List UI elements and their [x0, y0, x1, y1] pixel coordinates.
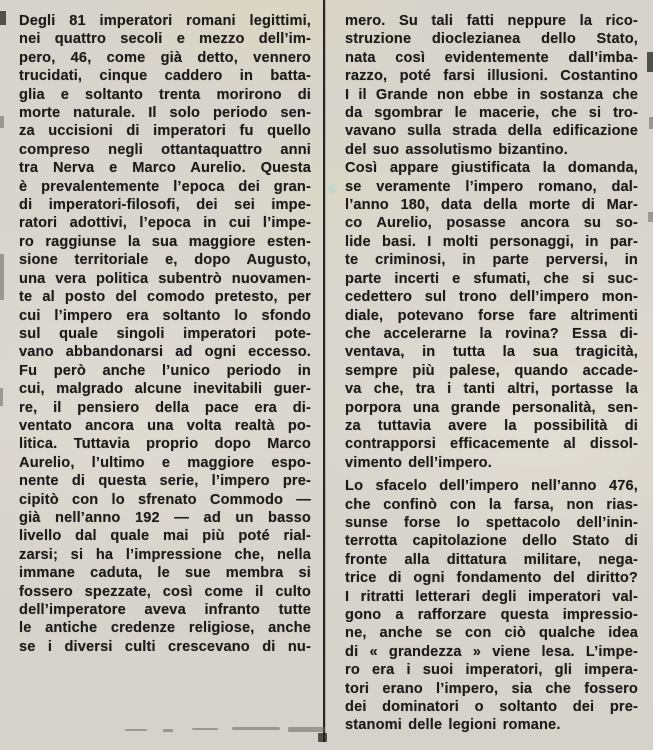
text-line: sione territoriale e, dopo Augusto, [19, 252, 311, 269]
text-line: se veramente l’impero romano, dal- [345, 178, 638, 195]
text-line: fronte alla dittatura militare, nega- [345, 551, 638, 568]
text-line: Degli 81 imperatori romani legittimi, [19, 13, 311, 29]
text-line: immane caduta, le sue membra si [19, 565, 311, 582]
text-line: za uccisioni di imperatori fu quello [19, 123, 311, 140]
text-line: mero. Su tali fatti neppure la rico- [345, 13, 638, 29]
scan-edge-mark [0, 254, 4, 300]
column-divider-rule [323, 0, 325, 742]
text-line: fossero spezzate, così come il culto [19, 583, 311, 600]
text-line: compreso negli ottantaquattro anni [19, 141, 311, 158]
text-line: litica. Tuttavia proprio dopo Marco [19, 436, 311, 453]
text-line: zarsi; si ha l’impressione che, nella [19, 546, 311, 563]
text-line: za tuttavia avere la possibilità di [345, 417, 638, 434]
scan-edge-mark [647, 52, 653, 72]
text-line: va che, tra i tanti altri, portasse la [345, 381, 638, 398]
text-line: di imperatori-filosofi, dei sei impe- [19, 197, 311, 214]
text-line: te al posto del comodo pretesto, per [19, 289, 311, 306]
text-line: parte incerti e sfumati, che si suc- [345, 270, 638, 287]
text-line: una vera politica subentrò nuovamen- [19, 270, 311, 287]
text-line: ro era i suoi imperatori, gli impera- [345, 662, 638, 679]
scan-edge-mark [648, 212, 653, 222]
scan-smudge [125, 729, 147, 731]
text-line: già nell’anno 192 — ad un basso [19, 509, 311, 526]
text-line: diale, potevano forse fare altrimenti [345, 307, 638, 324]
text-line: trice di ogni fondamento del diritto? [345, 570, 638, 587]
text-line: l’anno 180, data della morte di Mar- [345, 197, 638, 214]
text-line: sempre più palese, quando accade- [345, 362, 638, 379]
scan-smudge [288, 727, 325, 732]
text-line: I il Grande non ebbe in sostanza che [345, 86, 638, 103]
text-line: I ritratti letterari degli imperatori val- [345, 588, 638, 605]
text-line: struzione dioclezianea dello Stato, [345, 31, 638, 48]
text-line: che confinò con la farsa, non rias- [345, 496, 638, 513]
text-line: pero, 46, come già detto, vennero [19, 49, 311, 66]
text-line: re, il pensiero della pace era di- [19, 399, 311, 416]
text-line: morte naturale. Il solo periodo sen- [19, 105, 311, 122]
text-line: razzo, poté farsi illusioni. Costantino [345, 68, 638, 85]
text-line: livello dal quale mai più poté rial- [19, 528, 311, 545]
text-line: se i diversi culti crescevano di nu- [19, 638, 311, 655]
text-line: ventava, in tutta la sua tragicità, [345, 344, 638, 361]
text-line: tra Nerva e Marco Aurelio. Questa [19, 160, 311, 177]
scan-smudge [192, 728, 218, 730]
text-line: sul quale singoli imperatori pote- [19, 325, 311, 342]
text-line: contrapporsi efficacemente al dissol- [345, 436, 638, 453]
text-line: Fu però anche l’unico periodo in [19, 362, 311, 379]
text-line: sunse forse lo spettacolo dell’inin- [345, 514, 638, 531]
scan-edge-mark [0, 388, 3, 406]
column-divider-foot-mark [318, 733, 327, 742]
text-line: che accelerarne la rovina? Essa di- [345, 325, 638, 342]
text-line: co Aurelio, posasse ancora su so- [345, 215, 638, 232]
text-line: tori erano l’impero, sia che fossero [345, 680, 638, 697]
scan-edge-mark [0, 116, 4, 128]
text-line: dell’imperatore aveva infranto tutte [19, 602, 311, 618]
text-line: vavano sulla strada della edificazione [345, 123, 638, 140]
scan-edge-mark [649, 117, 653, 129]
text-line: ratori adottivi, l’epoca in cui l’impe- [19, 215, 311, 232]
text-line: le antiche credenze religiose, anche [19, 620, 311, 637]
text-line: te criminosi, in parte perversi, in [345, 252, 638, 269]
text-line: è prevalentemente l’epoca dei gran- [19, 178, 311, 195]
text-line: glia e soltanto trenta morirono di [19, 86, 311, 103]
text-line: cui l’impero era soltanto lo sfondo [19, 307, 311, 324]
scan-smudge [232, 727, 280, 730]
text-line: di « grandezza » viene lesa. L’impe- [345, 643, 638, 660]
text-line: nata così evidentemente dall’imba- [345, 49, 638, 66]
text-line: Aurelio, l’ultimo e maggiore espo- [19, 454, 311, 471]
text-line: dei dominatori o soltanto dei pre- [345, 699, 638, 716]
text-line: terrotta capitolazione dello Stato di [345, 533, 638, 550]
text-line: del suo assolutismo bizantino. [345, 141, 568, 158]
text-line: gono a rafforzare questa impressio- [345, 607, 638, 623]
text-line: ro raggiunse la sua maggiore esten- [19, 233, 311, 250]
text-line: ventato ancora una volta realtà po- [19, 417, 311, 434]
text-line: Lo sfacelo dell’impero nell’anno 476, [345, 478, 638, 495]
left-text-column [19, 12, 311, 656]
text-line: cui, malgrado alcune inevitabili guer- [19, 381, 311, 398]
text-line: vimento dell’impero. [345, 454, 492, 471]
text-line: nente di questa serie, l’impero pre- [19, 473, 311, 490]
text-line: cipitò con lo sfrenato Commodo — [19, 491, 311, 508]
text-line: stanomi delle legioni romane. [345, 717, 561, 734]
text-line: lide basi. I molti personaggi, in par- [345, 233, 638, 250]
scan-tint-spot [328, 184, 337, 193]
text-line: cedettero sul trono dell’impero mon- [345, 289, 638, 306]
text-line: Così appare giustificata la domanda, [345, 160, 638, 177]
text-line: vano abbandonarsi ad ogni eccesso. [19, 344, 311, 361]
text-line: da sgombrar le macerie, che si tro- [345, 105, 638, 122]
scan-edge-mark [0, 11, 6, 25]
text-line: porpora una grande personalità, sen- [345, 399, 638, 416]
right-text-column [345, 12, 638, 735]
scan-smudge [163, 729, 173, 732]
text-line: trucidati, cinque caddero in batta- [19, 68, 311, 85]
text-line: nei quattro secoli e mezzo dell’im- [19, 31, 311, 48]
text-line: ne, anche se con ciò qualche idea [345, 625, 638, 642]
